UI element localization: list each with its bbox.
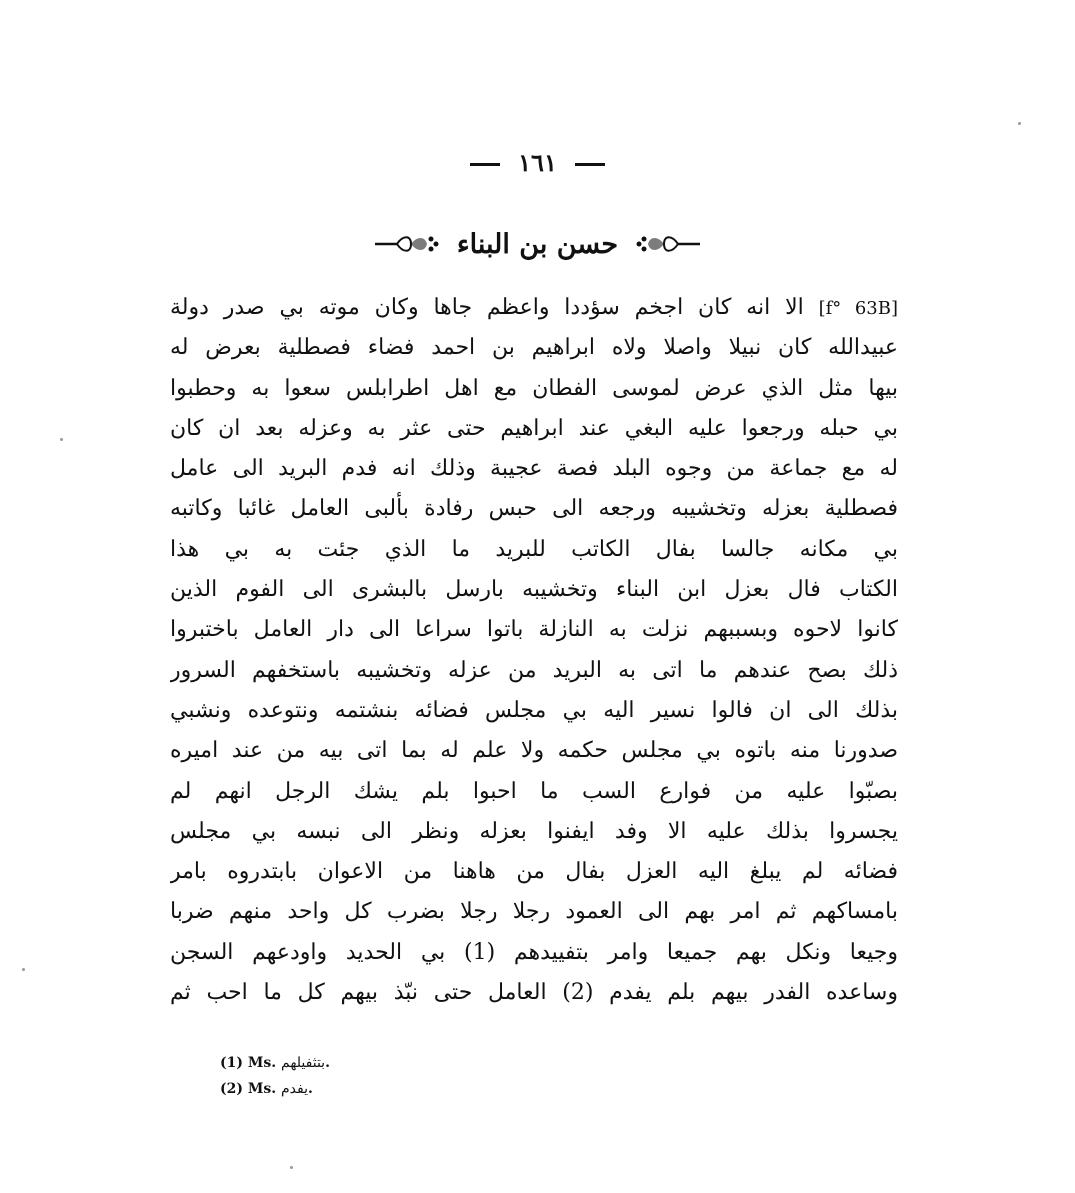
folio-marker: [f° 63B] [818,298,898,319]
text-line-6: فصطلية بعزله وتخشيبه ورجعه الى حبس رفادة بألبى العامل غائبا وكاتبه [170,496,898,522]
scan-speck [60,438,63,441]
scan-speck [1018,122,1021,125]
body-text [170,288,898,1013]
line-text: الا انه كان اجخم سؤددا واعظم جاها وكان موته بي صدر دولة [170,295,804,320]
text-line-2: عبيدالله كان نبيلا واصلا ولاه ابراهيم بن احمد فضاء فصطلية بعرض له [170,335,898,361]
footnote-variant: بتثفيلهم [281,1055,326,1071]
footnote-2 [220,1076,620,1102]
scan-speck [22,968,25,971]
scroll-ornament-icon [375,233,439,255]
page-number [0,148,1075,177]
text-line-14: يجسروا بذلك عليه الا وفد ايفنوا بعزله ونظر الى نبسه بي مجلس [170,818,898,844]
dash-right [575,163,605,166]
text-line-4: بي حبله ورجعوا عليه البغي عند ابراهيم حتى عثر به وعزله بعد ان كان [170,415,898,441]
text-line-15: فضائه لم يبلغ اليه العزل بفال من هاهنا من الاعوان بابتدروه بامر [170,859,898,885]
footnote-end: . [325,1055,330,1071]
footnote-end: . [308,1081,313,1097]
text-line-8: الكتاب فال بعزل ابن البناء وتخشيبه بارسل بالبشرى الى الفوم الذين [170,577,898,603]
footnote-ms: Ms. [247,1055,277,1071]
text-line-5: له مع جماعة من وجوه البلد فصة عجيبة وذلك انه فدم البريد الى عامل [170,456,898,482]
scroll-ornament-icon [636,233,700,255]
page-number-text: ١٦١ [518,148,557,177]
footnote-1 [220,1050,620,1076]
text-line-7: بي مكانه جالسا بفال الكاتب للبريد ما الذي جئت به بي هذا [170,536,898,562]
text-line-10: ذلك بصح عندهم ما اتى به البريد من عزله وتخشيبه باستخفهم السرور [170,657,898,683]
text-line-16: بامساكهم ثم امر بهم الى العمود رجلا رجلا بضرب كل واحد منهم ضربا [170,899,898,925]
footnote-number: (2) [220,1081,243,1097]
text-line-11: بذلك الى ان فالوا نسير اليه بي مجلس فضائه بنشتمه ونتوعده ونشبي [170,697,898,723]
text-line-17: وجيعا ونكل بهم جميعا وامر بتفييدهم (1) بي الحديد واودعهم السجن [170,939,898,965]
footnote-number: (1) [220,1055,243,1071]
text-line-12: صدورنا منه باتوه بي مجلس حكمه ولا علم له بما اتى بيه من عند اميره [170,738,898,764]
footnote-variant: يفدم [281,1081,309,1097]
text-line-1 [170,288,898,328]
text-line-9: كانوا لاحوه وبسببهم نزلت به النازلة باتوا سراعا الى دار العامل باختبروا [170,617,898,643]
running-head-row [0,222,1075,266]
footnote-ms: Ms. [247,1081,277,1097]
dash-left [470,163,500,166]
footnotes [220,1050,620,1102]
scan-speck [290,1166,293,1169]
text-line-18: وساعده الفدر بيهم بلم يفدم (2) العامل حتى نبّذ بيهم كل ما احب ثم [170,980,898,1006]
running-head-title: حسن بن البناء [456,228,619,260]
text-line-3: بيها مثل الذي عرض لموسى الفطان مع اهل اطرابلس سعوا به وحطبوا [170,375,898,401]
text-line-13: بصبّوا عليه من فوارع السب ما احبوا بلم يشك الرجل انهم لم [170,778,898,804]
